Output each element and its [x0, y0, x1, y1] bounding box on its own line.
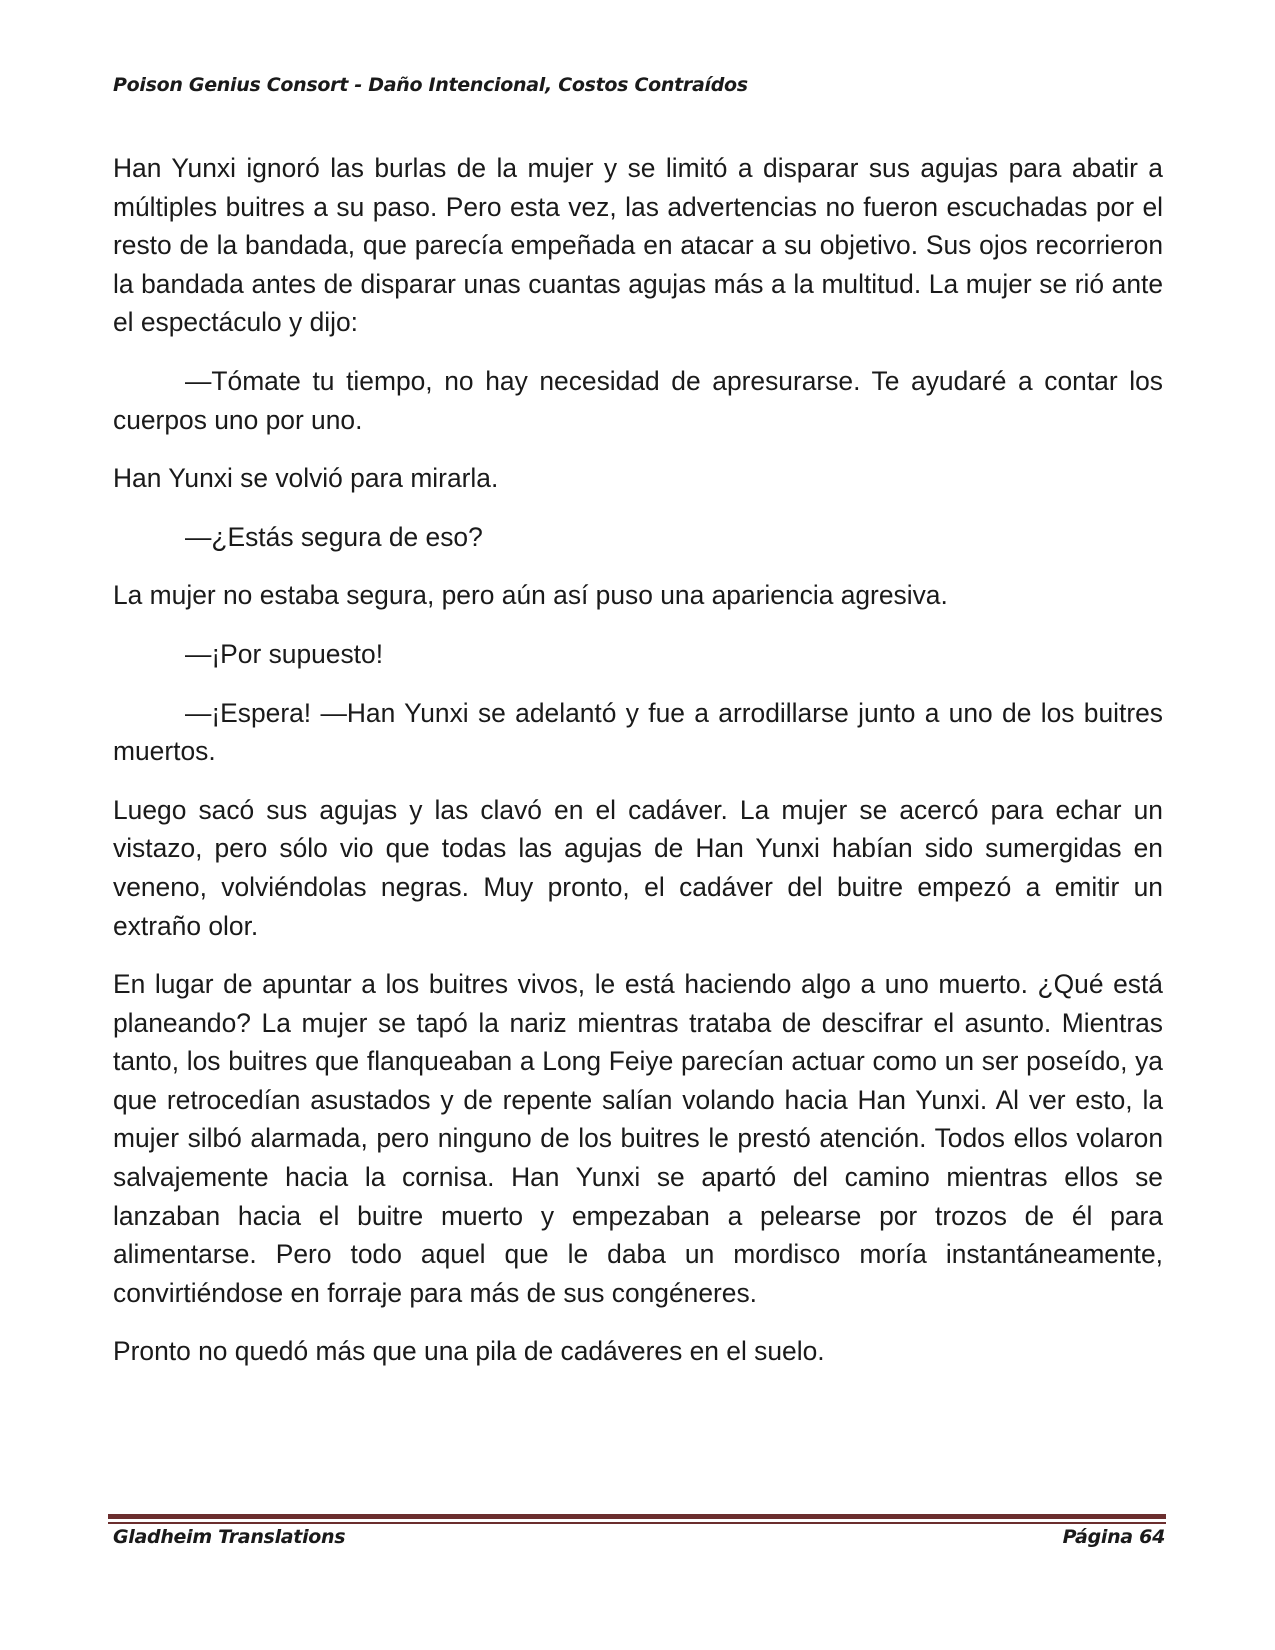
- paragraph: La mujer no estaba segura, pero aún así puso una apariencia agresiva.: [113, 580, 948, 611]
- dialogue-paragraph: —Tómate tu tiempo, no hay necesidad de apresurarse. Te ayudaré a contar los cuerpos uno por uno.: [113, 365, 1163, 435]
- page-number: Página 64: [1062, 1526, 1165, 1548]
- dialogue-paragraph: —¡Por supuesto!: [185, 638, 384, 669]
- paragraph: Han Yunxi se volvió para mirarla.: [113, 463, 499, 494]
- paragraph: Han Yunxi ignoró las burlas de la mujer y se limitó a disparar sus agujas para abatir a múltiples buitres a su paso. Pero esta vez, las advertencias no fueron escuchadas por el resto de la bandada, que parecía empeñada en atacar a su objetivo. Sus ojos recorrieron la bandada antes de disparar unas cuantas agujas más a la multitud. La mujer se rió ante el espectáculo y dijo:: [113, 153, 1163, 338]
- paragraph: En lugar de apuntar a los buitres vivos, le está haciendo algo a uno muerto. ¿Qué está planeando? La mujer se tapó la nariz mientras trataba de descifrar el asunto. Mientras tanto, los buitres que flanqueaban a Long Feiye parecían actuar como un ser poseído, ya que retrocedían asustados y de repente salían volando hacia Han Yunxi. Al ver esto, la mujer silbó alarmada, pero ninguno de los buitres le prestó atención. Todos ellos volaron salvajemente hacia la cornisa. Han Yunxi se apartó del camino mientras ellos se lanzaban hacia el buitre muerto y empezaban a pelearse por trozos de él para alimentarse. Pero todo aquel que le daba un mordisco moría instantáneamente, convirtiéndose en forraje para más de sus congéneres.: [113, 969, 1163, 1308]
- footer-divider-thin: [108, 1522, 1166, 1524]
- dialogue-paragraph: —¡Espera! —Han Yunxi se adelantó y fue a arrodillarse junto a uno de los buitres muertos.: [113, 697, 1163, 767]
- dialogue-paragraph: —¿Estás segura de eso?: [185, 521, 483, 552]
- paragraph: Luego sacó sus agujas y las clavó en el cadáver. La mujer se acercó para echar un vistazo, pero sólo vio que todas las agujas de Han Yunxi habían sido sumergidas en veneno, volviéndolas negras. Muy pronto, el cadáver del buitre empezó a emitir un extraño olor.: [113, 794, 1163, 941]
- body-text: [113, 149, 1163, 1391]
- footer-divider-thick: [108, 1514, 1166, 1519]
- running-header: Poison Genius Consort - Daño Intencional, Costos Contraídos: [113, 74, 748, 96]
- paragraph: Pronto no quedó más que una pila de cadáveres en el suelo.: [113, 1336, 825, 1367]
- footer-publisher: Gladheim Translations: [113, 1526, 346, 1548]
